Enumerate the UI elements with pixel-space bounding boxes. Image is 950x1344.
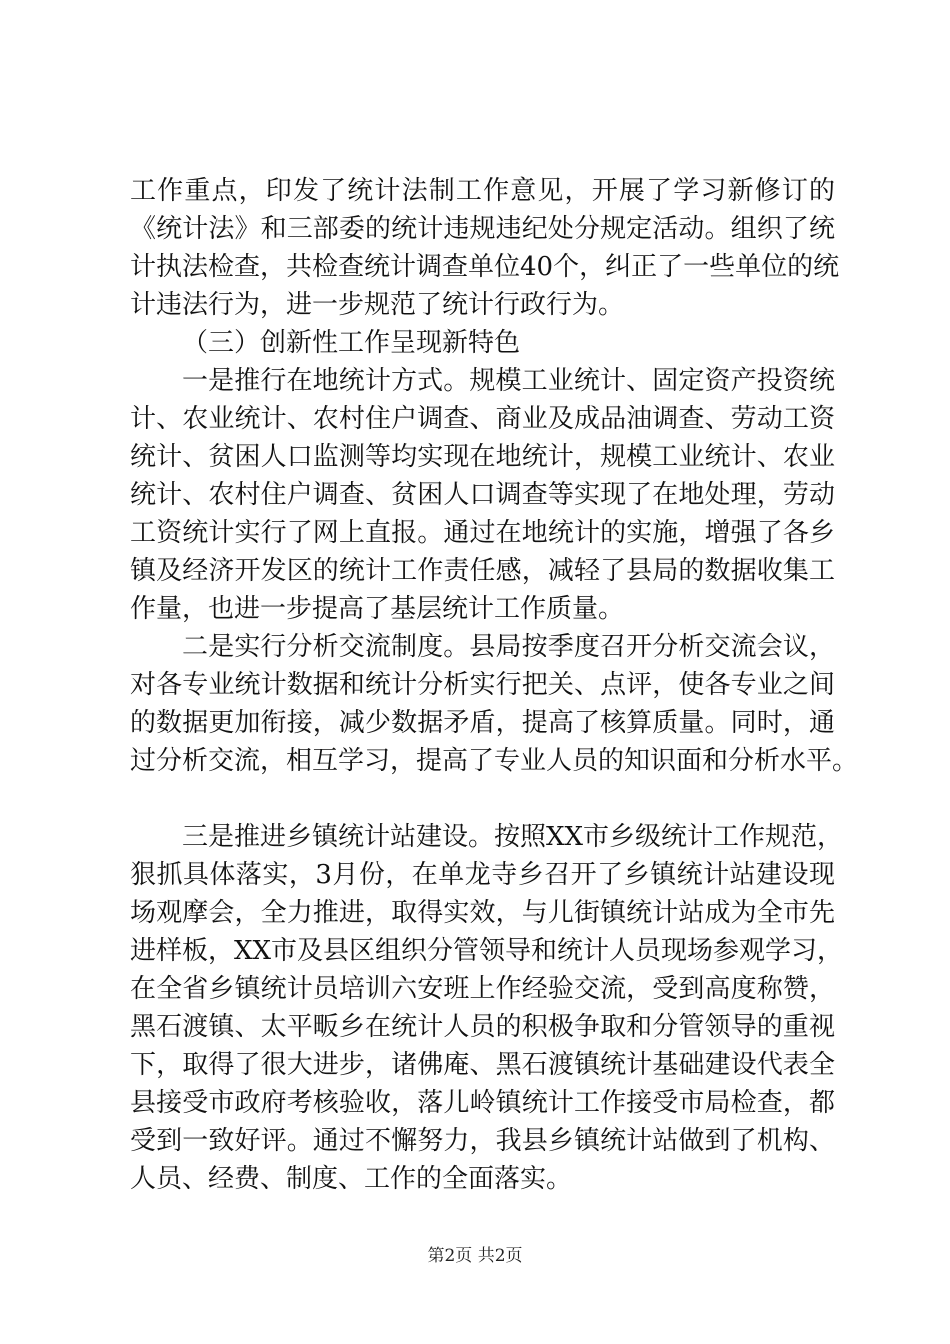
- text-line: 狠抓具体落实，3月份，在单龙寺乡召开了乡镇统计站建设现: [130, 860, 835, 890]
- text-line: 受到一致好评。通过不懈努力，我县乡镇统计站做到了机构、: [130, 1126, 835, 1156]
- text-line: 场观摩会，全力推进，取得实效，与儿街镇统计站成为全市先: [130, 898, 835, 928]
- text-line: 统计、贫困人口监测等均实现在地统计，规模工业统计、农业: [130, 442, 835, 472]
- text-line: 下，取得了很大进步，诸佛庵、黑石渡镇统计基础建设代表全: [130, 1050, 835, 1080]
- text-line: 三是推进乡镇统计站建设。按照XX市乡级统计工作规范，: [182, 822, 844, 852]
- text-line: 人员、经费、制度、工作的全面落实。: [130, 1164, 573, 1194]
- text-line: 一是推行在地统计方式。规模工业统计、固定资产投资统: [182, 366, 835, 396]
- text-line: 工作重点，印发了统计法制工作意见，开展了学习新修订的: [130, 176, 835, 206]
- document-body: [130, 172, 859, 1198]
- text-line: 县接受市政府考核验收，落儿岭镇统计工作接受市局检查，都: [130, 1088, 835, 1118]
- text-line: 过分析交流，相互学习，提高了专业人员的知识面和分析水平。: [130, 746, 859, 776]
- text-line: 《统计法》和三部委的统计违规违纪处分规定活动。组织了统: [130, 214, 835, 244]
- paragraph-gap: [130, 780, 835, 818]
- text-line: 计执法检查，共检查统计调查单位40个，纠正了一些单位的统: [130, 252, 840, 282]
- text-line: 统计、农村住户调查、贫困人口调查等实现了在地处理，劳动: [130, 480, 835, 510]
- text-line: 的数据更加衔接，减少数据矛盾，提高了核算质量。同时，通: [130, 708, 835, 738]
- page-footer: 第2页 共2页: [427, 1246, 523, 1266]
- text-line: 黑石渡镇、太平畈乡在统计人员的积极争取和分管领导的重视: [130, 1012, 835, 1042]
- text-line: 工资统计实行了网上直报。通过在地统计的实施，增强了各乡: [130, 518, 835, 548]
- section-heading: （三）创新性工作呈现新特色: [182, 328, 521, 358]
- text-line: 对各专业统计数据和统计分析实行把关、点评，使各专业之间: [130, 670, 835, 700]
- text-line: 计违法行为，进一步规范了统计行政行为。: [130, 290, 625, 320]
- text-line: 作量，也进一步提高了基层统计工作质量。: [130, 594, 625, 624]
- text-line: 进样板，XX市及县区组织分管领导和统计人员现场参观学习，: [130, 936, 844, 966]
- text-line: 在全省乡镇统计员培训六安班上作经验交流，受到高度称赞，: [130, 974, 835, 1004]
- text-line: 二是实行分析交流制度。县局按季度召开分析交流会议，: [182, 632, 835, 662]
- text-line: 计、农业统计、农村住户调查、商业及成品油调查、劳动工资: [130, 404, 835, 434]
- text-line: 镇及经济开发区的统计工作责任感，减轻了县局的数据收集工: [130, 556, 835, 586]
